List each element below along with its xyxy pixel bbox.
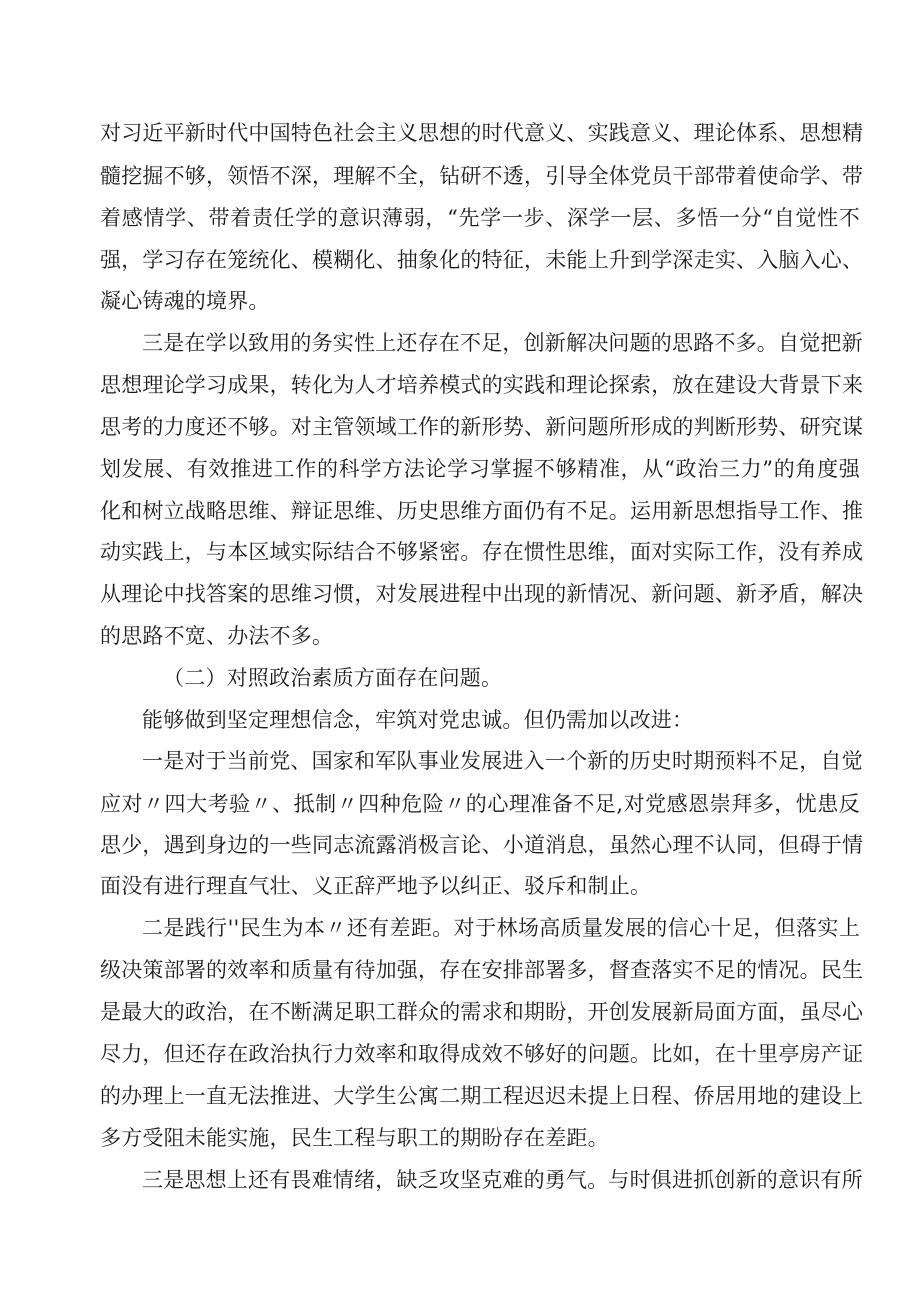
text-line: 动实践上，与本区域实际结合不够紧密。存在惯性思维，面对实际工作，没有养成 — [100, 540, 864, 564]
text-line: 一是对于当前党、国家和军队事业发展进入一个新的历史时期预料不足，自觉 — [142, 749, 863, 773]
text-line: 三是在学以致用的务实性上还存在不足，创新解决问题的思路不多。自觉把新 — [142, 331, 863, 355]
text-line: 多方受阻未能实施，民生工程与职工的期盼存在差距。 — [100, 1126, 609, 1150]
text-line: 应对〃四大考验〃、抵制〃四种危险〃的心理准备不足,对党感恩崇拜多，忧患反 — [100, 792, 860, 816]
text-line: 三是思想上还有畏难情绪，缺乏攻坚克难的勇气。与时俱进抓创新的意识有所 — [142, 1168, 863, 1192]
section-heading: （二）对照政治素质方面存在问题。 — [163, 666, 503, 690]
text-line: 尽力，但还存在政治执行力效率和取得成效不够好的问题。比如，在十里亭房产证 — [100, 1042, 864, 1066]
text-line: 面没有进行理直气壮、义正辞严地予以纠正、驳斥和制止。 — [100, 874, 652, 898]
text-line: 二是践行''民生为本〃还有差距。对于林场高质量发展的信心十足，但落实上 — [142, 916, 860, 940]
text-line: 的办理上一直无法推进、大学生公寓二期工程迟迟未提上日程、侨居用地的建设上 — [100, 1084, 864, 1108]
text-line: 思想理论学习成果，转化为人才培养模式的实践和理论探索，放在建设大背景下来 — [100, 373, 864, 397]
text-line: 思考的力度还不够。对主管领域工作的新形势、新问题所形成的判断形势、研究谋 — [100, 415, 864, 439]
text-line: 从理论中找答案的思维习惯，对发展进程中出现的新情况、新问题、新矛盾，解决 — [100, 582, 864, 606]
text-line: 的思路不宽、办法不多。 — [100, 624, 334, 648]
text-line: 思少，遇到身边的一些同志流露消极言论、小道消息，虽然心理不认同，但碍于情 — [100, 833, 864, 857]
text-line: 凝心铸魂的境界。 — [100, 289, 270, 313]
text-line: 级决策部署的效率和质量有待加强，存在安排部署多，督查落实不足的情况。民生 — [100, 958, 864, 982]
text-line: 能够做到坚定理想信念，牢筑对党忠诚。但仍需加以改进： — [142, 708, 694, 732]
text-line: 着感情学、带着责任学的意识薄弱，“先学一步、深学一层、多悟一分“自觉性不 — [100, 206, 860, 230]
text-line: 化和树立战略思维、辩证思维、历史思维方面仍有不足。运用新思想指导工作、推 — [100, 499, 864, 523]
text-line: 是最大的政治，在不断满足职工群众的需求和期盼，开创发展新局面方面，虽尽心 — [100, 1000, 864, 1024]
text-line: 强，学习存在笼统化、模糊化、抽象化的特征，未能上升到学深走实、入脑入心、 — [100, 248, 864, 272]
text-line: 髓挖掘不够，领悟不深，理解不全，钻研不透，引导全体党员干部带着使命学、带 — [100, 164, 864, 188]
text-line: 对习近平新时代中国特色社会主义思想的时代意义、实践意义、理论体系、思想精 — [100, 121, 864, 145]
text-line: 划发展、有效推进工作的科学方法论学习掌握不够精准，从“政治三力”的角度强 — [100, 457, 860, 481]
